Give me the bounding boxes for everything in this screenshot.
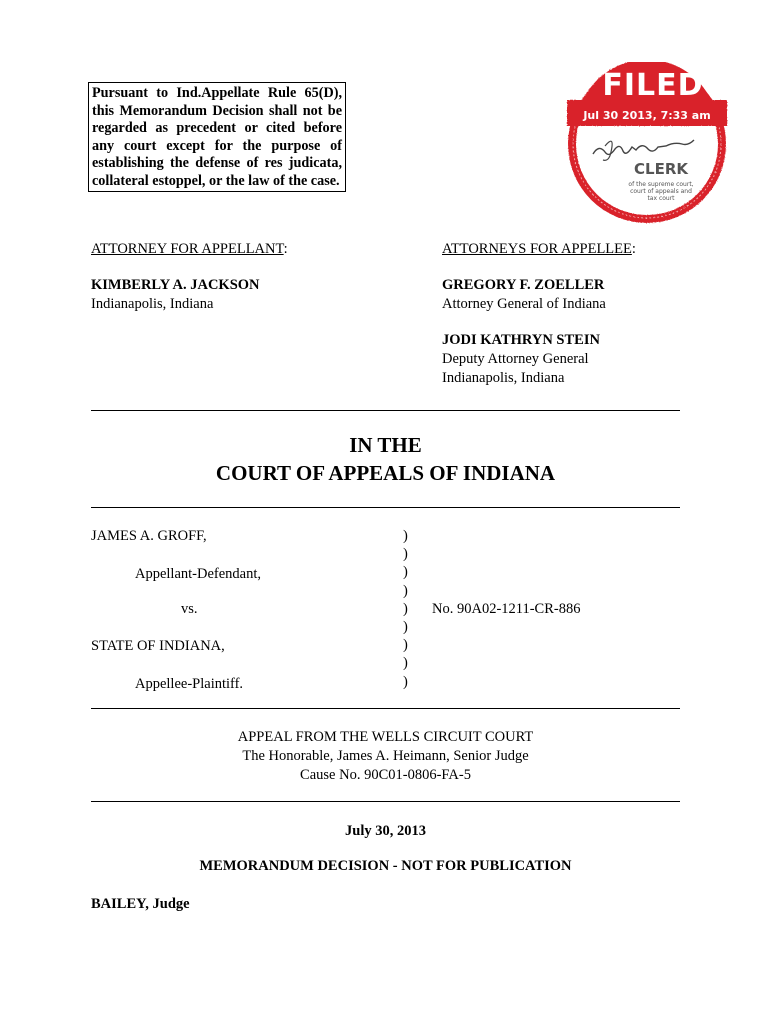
- stamp-sub: court of appeals and: [630, 188, 692, 195]
- appellee-attorney-name: JODI KATHRYN STEIN: [442, 332, 600, 348]
- appellant-attorney-location: Indianapolis, Indiana: [91, 296, 214, 312]
- notice-line: Pursuant to Ind.Appellate Rule 65(D),: [92, 85, 342, 101]
- stamp-datetime: Jul 30 2013, 7:33 am: [583, 109, 711, 122]
- paren: ): [403, 673, 408, 690]
- notice-line: regarded as precedent or cited before: [92, 120, 342, 137]
- appellant-counsel-heading: [91, 241, 288, 258]
- heading-colon: :: [283, 241, 288, 257]
- stamp-sub: tax court: [647, 195, 675, 202]
- heading-colon: :: [631, 241, 636, 257]
- paren: ): [403, 637, 408, 654]
- appellant-role: Appellant-Defendant,: [135, 566, 262, 582]
- stamp-role: CLERK: [634, 160, 688, 178]
- filed-stamp: [565, 62, 729, 226]
- appellee-attorney-title: Attorney General of Indiana: [442, 296, 606, 312]
- paren: ): [403, 619, 408, 636]
- divider: [91, 410, 680, 411]
- notice-line: collateral estoppel, or the law of the case.: [92, 172, 340, 189]
- appeal-cause-number: Cause No. 90C01-0806-FA-5: [300, 767, 471, 783]
- paren: ): [403, 600, 408, 617]
- heading-label: ATTORNEYS FOR APPELLEE: [442, 241, 632, 257]
- paren: ): [403, 564, 408, 581]
- notice-line: establishing the defense of res judicata,: [92, 155, 342, 172]
- divider: [91, 507, 680, 508]
- caption-bracket: [403, 527, 408, 691]
- appellee-attorney-title: Deputy Attorney General: [442, 351, 589, 367]
- paren: ): [403, 582, 408, 599]
- appellee-counsel-heading: [442, 241, 636, 258]
- decision-type: MEMORANDUM DECISION - NOT FOR PUBLICATION: [199, 858, 572, 874]
- divider: [91, 708, 680, 709]
- judge-name: BAILEY, Judge: [91, 896, 190, 912]
- court-heading-line2: COURT OF APPEALS OF INDIANA: [215, 461, 556, 485]
- non-precedent-notice: [88, 82, 346, 192]
- appeal-judge: The Honorable, James A. Heimann, Senior Judge: [242, 748, 529, 764]
- divider: [91, 801, 680, 802]
- versus: vs.: [181, 601, 198, 617]
- appellee-party: STATE OF INDIANA,: [91, 638, 225, 654]
- appeal-court: APPEAL FROM THE WELLS CIRCUIT COURT: [237, 729, 534, 745]
- paren: ): [403, 528, 408, 544]
- stamp-sub: of the supreme court,: [628, 181, 694, 188]
- paren: ): [403, 546, 408, 563]
- appellee-attorney-name: GREGORY F. ZOELLER: [442, 277, 605, 293]
- appellee-attorney-location: Indianapolis, Indiana: [442, 370, 565, 386]
- case-number: No. 90A02-1211-CR-886: [432, 601, 581, 617]
- court-heading-line1: IN THE: [349, 433, 422, 457]
- appellee-role: Appellee-Plaintiff.: [135, 676, 244, 692]
- appellant-attorney-name: KIMBERLY A. JACKSON: [91, 277, 260, 293]
- notice-line: this Memorandum Decision shall not be: [92, 102, 342, 119]
- appellant-party: JAMES A. GROFF,: [91, 528, 207, 544]
- heading-label: ATTORNEY FOR APPELLANT: [91, 241, 284, 257]
- paren: ): [403, 655, 408, 672]
- stamp-title: FILED: [602, 68, 704, 103]
- notice-line: any court except for the purpose of: [92, 137, 342, 154]
- decision-date: July 30, 2013: [345, 823, 426, 839]
